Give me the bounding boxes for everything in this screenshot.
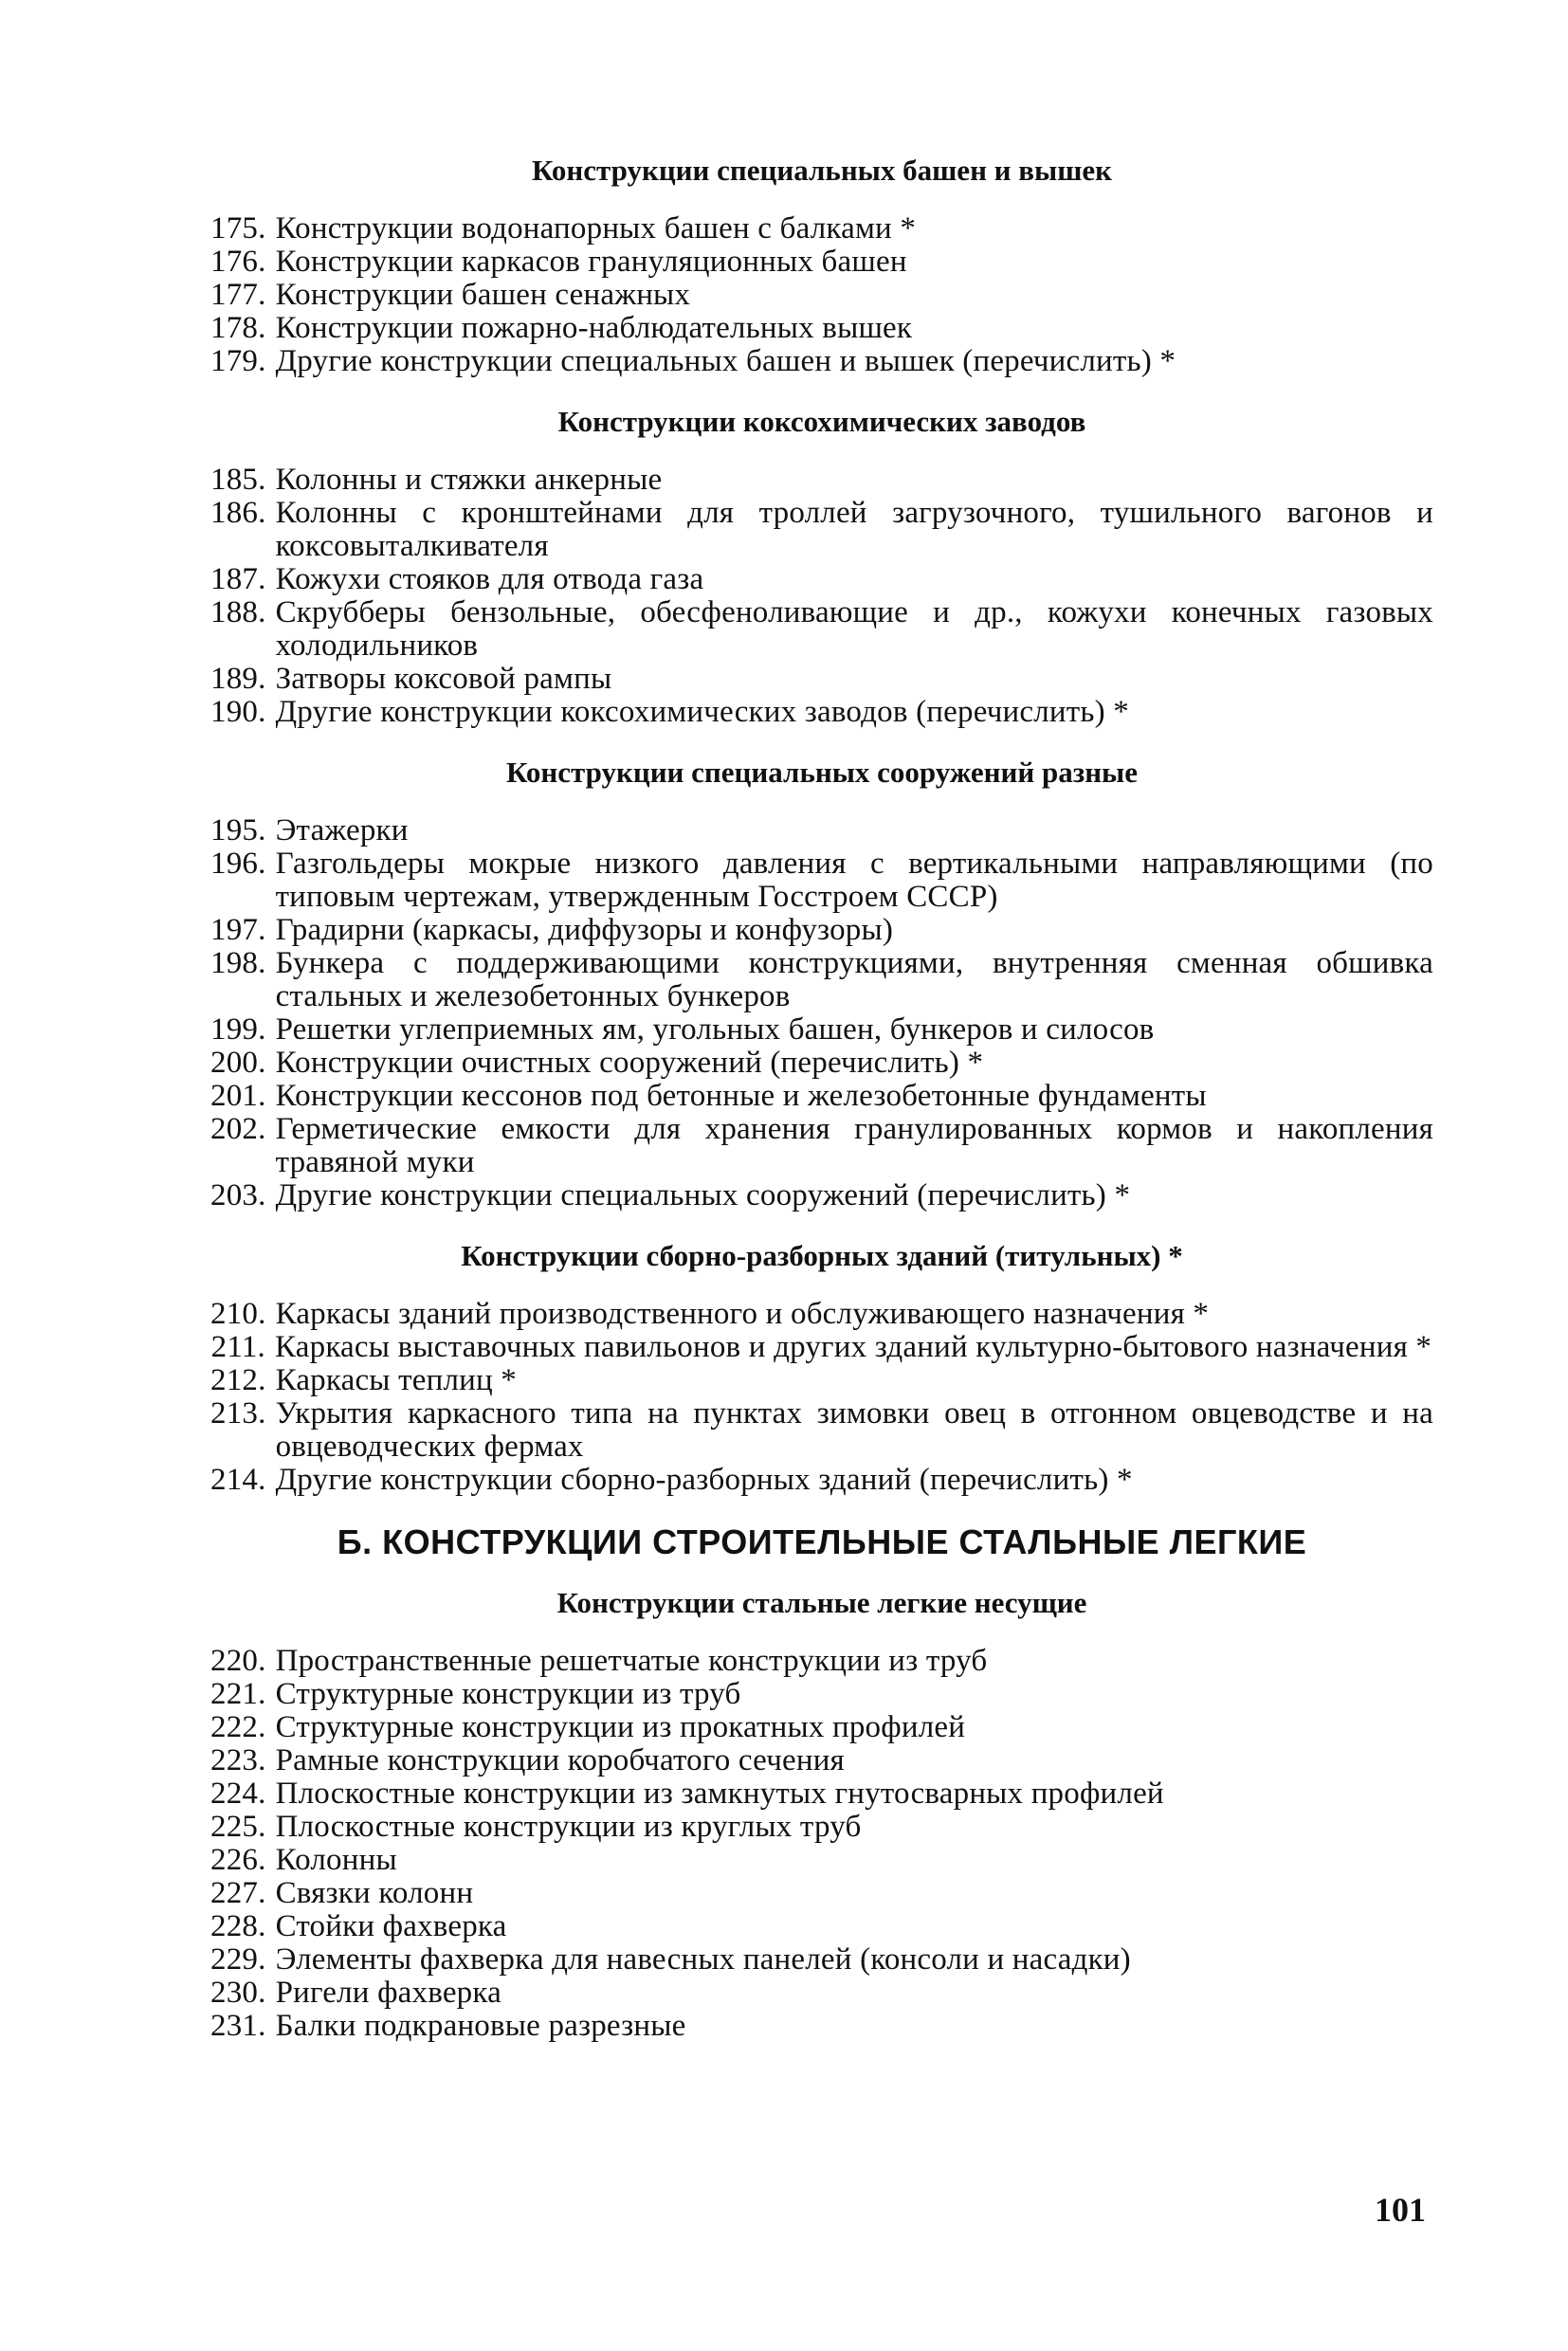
item-list [210,1645,1433,2043]
list-item [210,279,1433,312]
item-number: 213. [210,1396,266,1431]
item-number: 212. [210,1363,266,1397]
item-number: 197. [210,913,266,947]
item-text: Скрубберы бензольные, обесфеноливающие и др., кожухи конечных газовых холодильников [275,595,1433,663]
item-number: 198. [210,946,266,980]
item-text: Конструкции пожарно-наблюдательных вышек [275,311,913,345]
item-number: 195. [210,813,266,847]
list-item [210,1080,1433,1113]
list-item [210,1777,1433,1811]
item-number: 211. [210,1330,265,1364]
list-item [210,1298,1433,1331]
item-list [210,464,1433,729]
section-title: Конструкции специальных башен и вышек [531,154,1113,187]
item-list [210,1298,1433,1497]
item-text: Конструкции кессонов под бетонные и железобетонные фундаменты [275,1079,1207,1113]
list-item [210,1645,1433,1678]
item-text: Конструкции каркасов грануляционных башен [275,245,907,279]
item-text: Пространственные решетчатые конструкции из труб [275,1644,988,1678]
item-number: 185. [210,463,266,497]
list-item [210,246,1433,279]
item-list [210,814,1433,1212]
item-number: 221. [210,1677,266,1711]
page-content [210,142,1433,2043]
list-item [210,2010,1433,2043]
item-text: Колонны [275,1843,397,1877]
section-title: Конструкции стальные легкие несущие [556,1586,1087,1619]
list-item [210,1464,1433,1497]
list-item [210,1977,1433,2010]
item-text: Герметические емкости для хранения гранулированных кормов и накопления травяной муки [275,1112,1433,1179]
item-number: 199. [210,1012,266,1047]
list-item [210,464,1433,497]
item-number: 189. [210,662,266,696]
list-item [210,1844,1433,1877]
item-text: Затворы коксовой рампы [275,662,612,696]
item-number: 230. [210,1976,266,2010]
item-text: Конструкции башен сенажных [275,278,691,312]
list-item [210,1397,1433,1464]
item-text: Каркасы зданий производственного и обслуживающего назначения * [275,1297,1210,1331]
item-number: 196. [210,847,266,881]
list-item [210,1811,1433,1844]
list-item [210,212,1433,246]
item-text: Градирни (каркасы, диффузоры и конфузоры) [275,913,894,947]
item-text: Другие конструкции коксохимических заводов (перечислить) * [275,695,1129,729]
item-number: 176. [210,245,266,279]
list-item [210,497,1433,563]
item-text: Кожухи стояков для отвода газа [275,562,704,596]
item-number: 200. [210,1046,266,1080]
list-item [210,1013,1433,1047]
item-number: 187. [210,562,266,596]
item-text: Бункера с поддерживающими конструкциями, внутренняя сменная обшивка стальных и железобетонных бункеров [275,946,1433,1013]
item-number: 186. [210,496,266,530]
item-number: 177. [210,278,266,312]
item-number: 226. [210,1843,266,1877]
item-number: 201. [210,1079,266,1113]
item-text: Конструкции водонапорных башен с балками * [275,211,917,246]
item-text: Колонны с кронштейнами для троллей загрузочного, тушильного вагонов и коксовыталкивателя [275,496,1433,563]
item-number: 225. [210,1810,266,1844]
item-text: Другие конструкции специальных башен и вышек (перечислить) * [275,344,1176,378]
list-item [210,1047,1433,1080]
list-item [210,1711,1433,1744]
item-text: Стойки фахверка [275,1909,507,1943]
section-title: Конструкции сборно-разборных зданий (титульных) * [461,1239,1183,1272]
list-item [210,563,1433,596]
item-number: 231. [210,2009,266,2043]
item-number: 223. [210,1743,266,1777]
list-item [210,1179,1433,1212]
item-number: 224. [210,1777,266,1811]
item-number: 214. [210,1463,266,1497]
list-item [210,1877,1433,1910]
item-text: Структурные конструкции из труб [275,1677,741,1711]
item-number: 190. [210,695,266,729]
list-item [210,1678,1433,1711]
list-item [210,1331,1433,1364]
item-number: 178. [210,311,266,345]
item-text: Балки подкрановые разрезные [275,2009,686,2043]
list-item [210,1943,1433,1977]
item-number: 222. [210,1710,266,1744]
item-list [210,212,1433,378]
item-text: Каркасы теплиц * [275,1363,518,1397]
item-text: Плоскостные конструкции из замкнутых гнутосварных профилей [275,1777,1164,1811]
item-text: Укрытия каркасного типа на пунктах зимовки овец в отгонном овцеводстве и на овцеводческих фермах [275,1396,1433,1464]
item-text: Колонны и стяжки анкерные [275,463,663,497]
item-text: Ригели фахверка [275,1976,501,2010]
section-title: Конструкции коксохимических заводов [557,405,1086,438]
item-number: 179. [210,344,266,378]
item-number: 188. [210,595,266,629]
item-text: Плоскостные конструкции из круглых труб [275,1810,862,1844]
item-number: 228. [210,1909,266,1943]
item-text: Элементы фахверка для навесных панелей (консоли и насадки) [275,1942,1131,1977]
item-text: Решетки углеприемных ям, угольных башен, бункеров и силосов [275,1012,1155,1047]
list-item [210,1364,1433,1397]
list-item [210,914,1433,947]
item-text: Структурные конструкции из прокатных профилей [275,1710,966,1744]
item-text: Другие конструкции сборно-разборных зданий (перечислить) * [275,1463,1133,1497]
item-number: 202. [210,1112,266,1146]
item-number: 210. [210,1297,266,1331]
list-item [210,947,1433,1013]
section-title: Конструкции специальных сооружений разные [505,756,1139,789]
list-item [210,596,1433,663]
item-text: Этажерки [275,813,409,847]
list-item [210,345,1433,378]
item-number: 227. [210,1876,266,1910]
list-item [210,1910,1433,1943]
list-item [210,1744,1433,1777]
item-number: 220. [210,1644,266,1678]
page-number: 101 [1375,2191,1426,2229]
list-item [210,696,1433,729]
item-number: 229. [210,1942,266,1977]
item-text: Связки колонн [275,1876,474,1910]
list-item [210,663,1433,696]
item-text: Другие конструкции специальных сооружений (перечислить) * [275,1178,1131,1212]
list-item [210,814,1433,847]
list-item [210,847,1433,914]
item-text: Рамные конструкции коробчатого сечения [275,1743,845,1777]
list-item [210,1113,1433,1179]
item-text: Конструкции очистных сооружений (перечислить) * [275,1046,984,1080]
item-number: 203. [210,1178,266,1212]
item-number: 175. [210,211,266,246]
item-text: Каркасы выставочных павильонов и других зданий культурно-бытового назначения * [275,1330,1432,1364]
item-text: Газгольдеры мокрые низкого давления с вертикальными направляющими (по типовым чертежам, утвержденным Госстроем СССР) [275,847,1433,914]
list-item [210,312,1433,345]
part-title: Б. КОНСТРУКЦИИ СТРОИТЕЛЬНЫЕ СТАЛЬНЫЕ ЛЕГКИЕ [337,1522,1307,1561]
